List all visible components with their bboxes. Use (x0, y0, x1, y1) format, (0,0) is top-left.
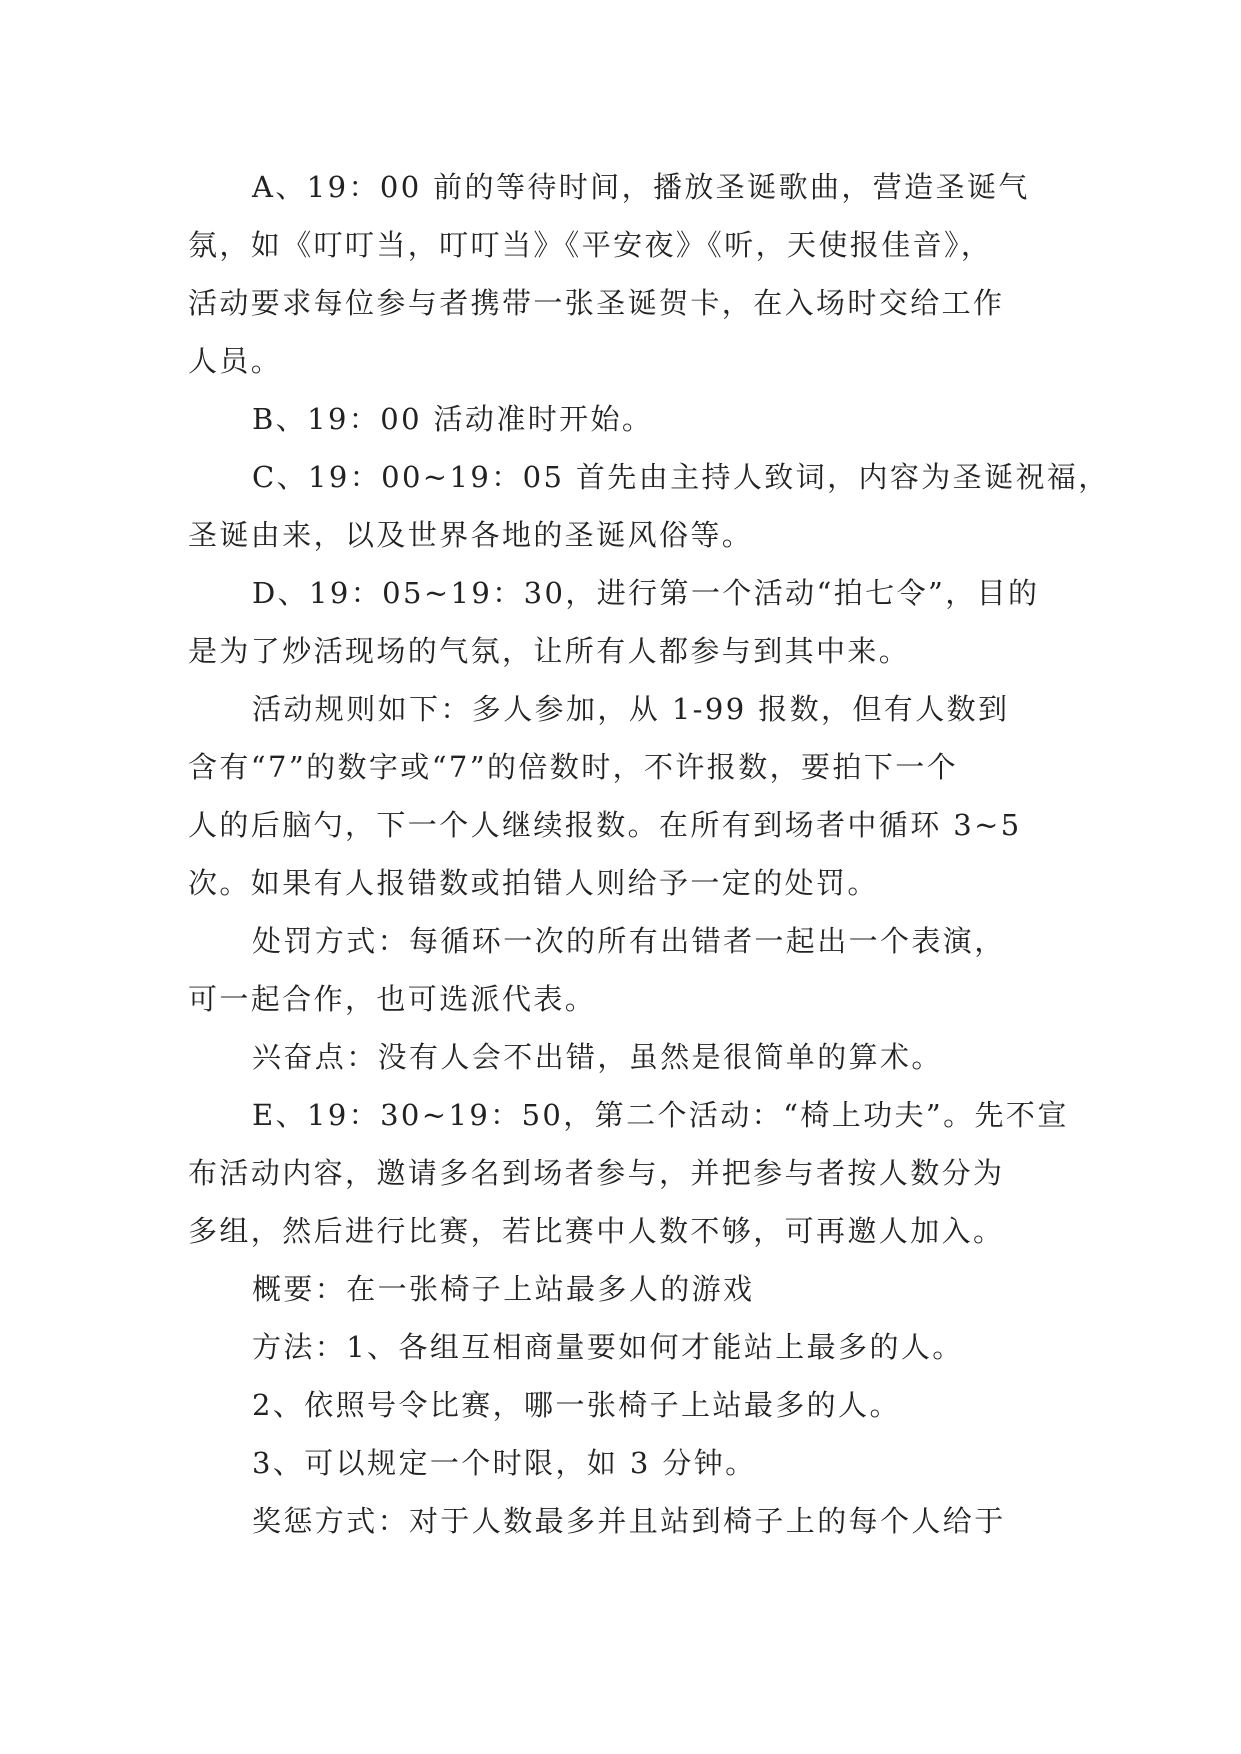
text-line: 含有“7”的数字或“7”的倍数时，不许报数，要拍下一个 (188, 750, 959, 784)
text-line: 处罚方式：每循环一次的所有出错者一起出一个表演， (252, 924, 1006, 958)
text-line: D、19：05~19：30，进行第一个活动“拍七令”，目的 (252, 576, 1040, 610)
text-line: 奖惩方式：对于人数最多并且站到椅子上的每个人给于 (252, 1504, 1006, 1538)
text-line: 氛，如《叮叮当，叮叮当》《平安夜》《听，天使报佳音》， (188, 228, 993, 262)
text-line: B、19：00 活动准时开始。 (252, 402, 654, 436)
text-line: 布活动内容，邀请多名到场者参与，并把参与者按人数分为 (188, 1156, 1005, 1190)
text-line: 圣诞由来，以及世界各地的圣诞风俗等。 (188, 518, 754, 552)
text-line: C、19：00~19：05 首先由主持人致词，内容为圣诞祝福， (252, 460, 1110, 494)
text-line: 是为了炒活现场的气氛，让所有人都参与到其中来。 (188, 634, 911, 668)
text-line: 人员。 (188, 344, 283, 378)
text-line: 次。如果有人报错数或拍错人则给予一定的处罚。 (188, 866, 879, 900)
text-line: 3、可以规定一个时限，如 3 分钟。 (252, 1446, 757, 1480)
text-line: 兴奋点：没有人会不出错，虽然是很简单的算术。 (252, 1040, 943, 1074)
text-line: 活动规则如下：多人参加，从 1-99 报数，但有人数到 (252, 692, 1010, 726)
text-line: 概要：在一张椅子上站最多人的游戏 (252, 1272, 755, 1306)
text-line: 多组，然后进行比赛，若比赛中人数不够，可再邀人加入。 (188, 1214, 1005, 1248)
document-body (188, 158, 1110, 1550)
document-text (188, 158, 1110, 1550)
text-line: 方法：1、各组互相商量要如何才能站上最多的人。 (252, 1330, 964, 1364)
text-line: A、19：00 前的等待时间，播放圣诞歌曲，营造圣诞气 (252, 170, 1030, 204)
text-line: 可一起合作，也可选派代表。 (188, 982, 597, 1016)
text-line: 活动要求每位参与者携带一张圣诞贺卡，在入场时交给工作 (188, 286, 1005, 320)
text-line: 人的后脑勺，下一个人继续报数。在所有到场者中循环 3~5 (188, 808, 1022, 842)
text-line: E、19：30~19：50，第二个活动：“椅上功夫”。先不宣 (252, 1098, 1069, 1132)
text-line: 2、依照号令比赛，哪一张椅子上站最多的人。 (252, 1388, 901, 1422)
